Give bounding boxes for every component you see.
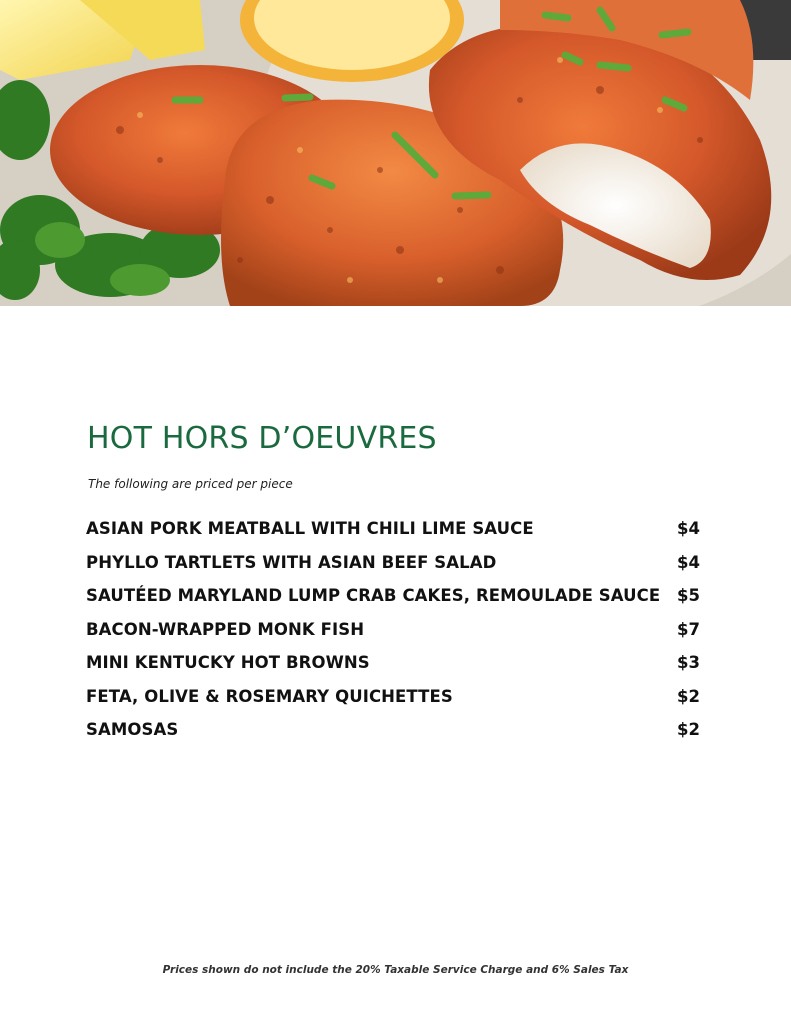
menu-item-price: $7 [677, 619, 700, 639]
section-title: HOT HORS D’OEUVRES [87, 421, 437, 456]
menu-item [86, 646, 702, 680]
menu-item [86, 579, 702, 613]
menu-item-price: $2 [677, 720, 700, 740]
menu-item-name: BACON-WRAPPED MONK FISH [86, 619, 365, 639]
menu-item [86, 613, 702, 647]
section-subtitle: The following are priced per piece [88, 477, 293, 491]
menu-item-name: MINI KENTUCKY HOT BROWNS [86, 653, 370, 673]
menu-item-price: $4 [677, 552, 700, 572]
menu-item-name: ASIAN PORK MEATBALL WITH CHILI LIME SAUCE [86, 519, 534, 539]
menu-item-name: PHYLLO TARTLETS WITH ASIAN BEEF SALAD [86, 552, 497, 572]
menu-item-name: FETA, OLIVE & ROSEMARY QUICHETTES [86, 686, 453, 706]
crab-cakes-photo [0, 0, 791, 306]
menu-item [86, 512, 702, 546]
footer-note: Prices shown do not include the 20% Taxable Service Charge and 6% Sales Tax [162, 964, 629, 976]
menu-item [86, 546, 702, 580]
menu-item-price: $4 [677, 519, 700, 539]
menu-item [86, 680, 702, 714]
menu-list [86, 512, 702, 747]
menu-item-price: $3 [677, 653, 700, 673]
menu-item-name: SAUTÉED MARYLAND LUMP CRAB CAKES, REMOULADE SAUCE [86, 586, 661, 606]
menu-item-price: $5 [677, 586, 700, 606]
menu-item-name: SAMOSAS [86, 720, 179, 740]
menu-item-price: $2 [677, 686, 700, 706]
hero-photo [0, 0, 791, 306]
menu-item [86, 713, 702, 747]
